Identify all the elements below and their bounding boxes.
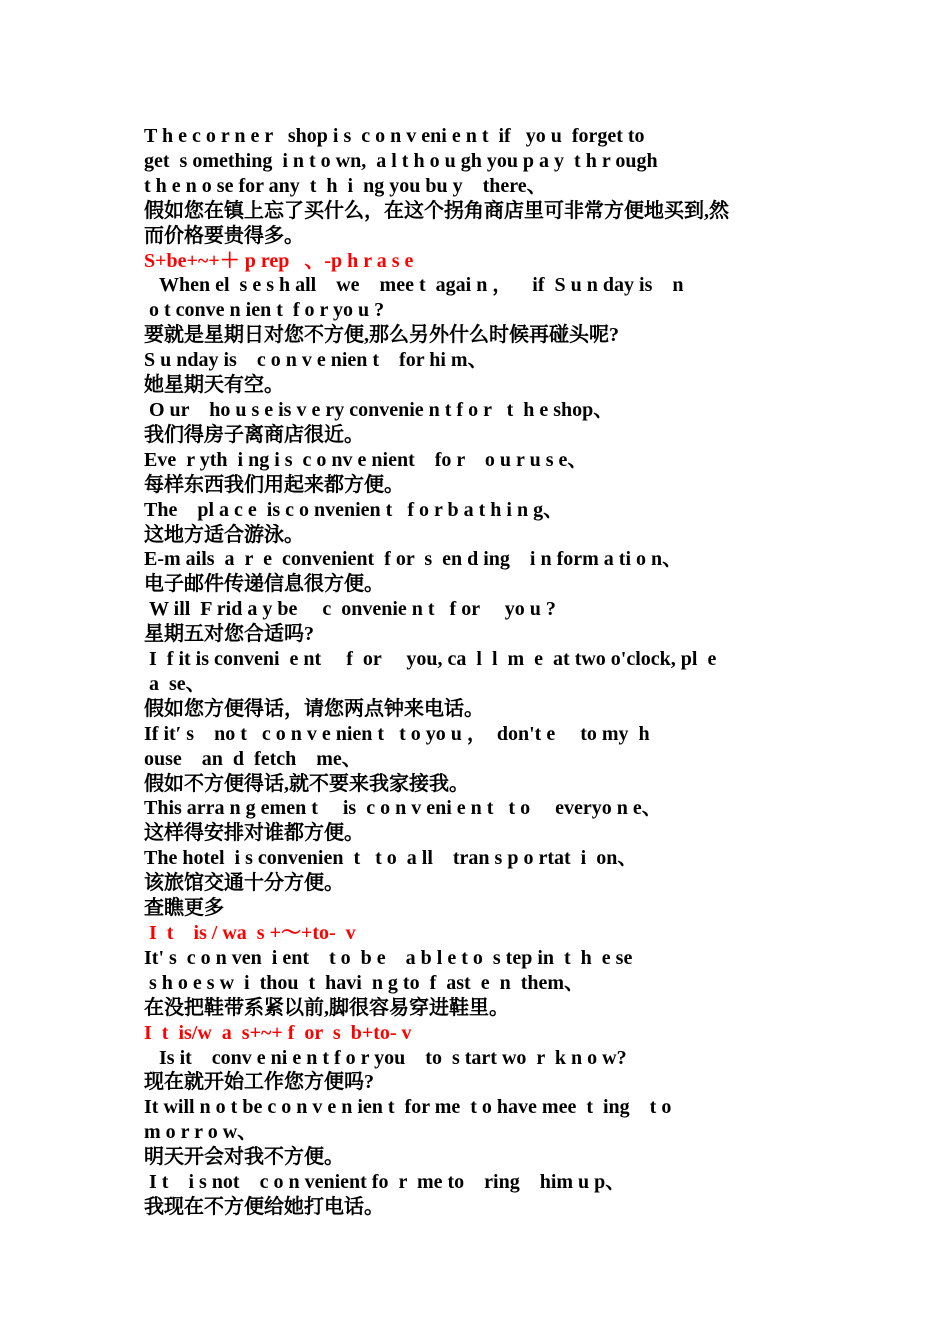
example-sentence-line: t h e n o se for any t h i ng you bu y there、 xyxy=(144,174,547,197)
translation-line: 我们得房子离商店很近。 xyxy=(144,423,364,446)
translation-line: 假如不方便得话,就不要来我家接我。 xyxy=(144,772,469,795)
translation-line: 而价格要贵得多。 xyxy=(144,224,304,247)
example-sentence-line: m o r r o w、 xyxy=(144,1121,258,1144)
example-sentence-line: The pl a c e is c o nvenien t f o r b a t h i n g、 xyxy=(144,498,564,521)
translation-line: 星期五对您合适吗? xyxy=(144,623,314,646)
example-sentence-line: get s omething i n t o wn, a l t h o u gh you p a y t h r ough xyxy=(144,149,658,172)
example-sentence-line: O ur ho u s e is v e ry convenie n t f o r t h e shop、 xyxy=(144,398,614,421)
example-sentence-line: Is it conv e ni e n t f o r you to s tart wo r k n o w? xyxy=(144,1046,627,1069)
example-sentence-line: a se、 xyxy=(144,672,206,695)
example-sentence-line: I t i s not c o n venient fo r me to ring him u p、 xyxy=(144,1171,626,1194)
translation-line: 在没把鞋带系紧以前,脚很容易穿进鞋里。 xyxy=(144,996,509,1019)
example-sentence-line: W ill F rid a y be c onvenie n t f or yo u ? xyxy=(144,598,556,621)
translation-line: 这地方适合游泳。 xyxy=(144,523,304,546)
example-sentence-line: I f it is conveni e nt f or you, ca l l m e at two o'clock, pl e xyxy=(144,648,717,671)
example-sentence-line: s h o e s w i thou t havi n g to f ast e n them、 xyxy=(144,971,585,994)
example-sentence-line: This arra n g emen t is c o n v eni e n t t o everyo n e、 xyxy=(144,797,662,820)
example-sentence-line: o t conve n ien t f o r yo u ? xyxy=(144,299,385,322)
example-sentence-line: It will n o t be c o n v e n ien t for me t o have mee t ing t o xyxy=(144,1096,672,1119)
example-sentence-line: If it′ s no t c o n v e nien t t o yo u ， don't e to my h xyxy=(144,722,650,745)
translation-line: 电子邮件传递信息很方便。 xyxy=(144,573,384,596)
example-sentence-line: E-m ails a r e convenient f or s en d ing i n form a ti o n、 xyxy=(144,548,683,571)
translation-line: 我现在不方便给她打电话。 xyxy=(144,1195,384,1218)
translation-line: 明天开会对我不方便。 xyxy=(144,1146,344,1169)
translation-line: 每样东西我们用起来都方便。 xyxy=(144,473,404,496)
example-sentence-line: The hotel i s convenien t t o a ll tran s p o rtat i on、 xyxy=(144,847,638,870)
document-body xyxy=(144,124,810,1220)
translation-line: 要就是星期日对您不方便,那么另外什么时候再碰头呢? xyxy=(144,324,619,347)
translation-line: 查瞧更多 xyxy=(144,897,224,920)
example-sentence-line: T h e c o r n e r shop i s c o n v eni e n t if yo u forget to xyxy=(144,125,645,147)
translation-line: 假如您在镇上忘了买什么，在这个拐角商店里可非常方便地买到,然 xyxy=(144,199,729,222)
translation-line: 该旅馆交通十分方便。 xyxy=(144,872,344,895)
section-heading: I t is/w a s+~+ f or s b+to- v xyxy=(144,1021,412,1044)
example-sentence-line: S u nday is c o n v e nien t for hi m、 xyxy=(144,349,488,372)
section-heading: S+be+~+＋ p rep 、-p h r a s e xyxy=(144,249,414,272)
example-sentence-line: When el s e s h all we mee t agai n ， if S u n day is n xyxy=(144,274,684,297)
translation-line: 现在就开始工作您方便吗? xyxy=(144,1071,374,1094)
translation-line: 假如您方便得话，请您两点钟来电话。 xyxy=(144,697,484,720)
example-sentence-line: It' s c o n ven i ent t o b e a b l e t o s tep in t h e se xyxy=(144,946,633,969)
example-sentence-line: Eve r yth i ng i s c o nv e nient fo r o u r u s e、 xyxy=(144,448,588,471)
example-sentence-line: ouse an d fetch me、 xyxy=(144,747,362,770)
translation-line: 这样得安排对谁都方便。 xyxy=(144,822,364,845)
section-heading: I t is / wa s +～+to- v xyxy=(144,922,356,944)
translation-line: 她星期天有空。 xyxy=(144,374,284,397)
